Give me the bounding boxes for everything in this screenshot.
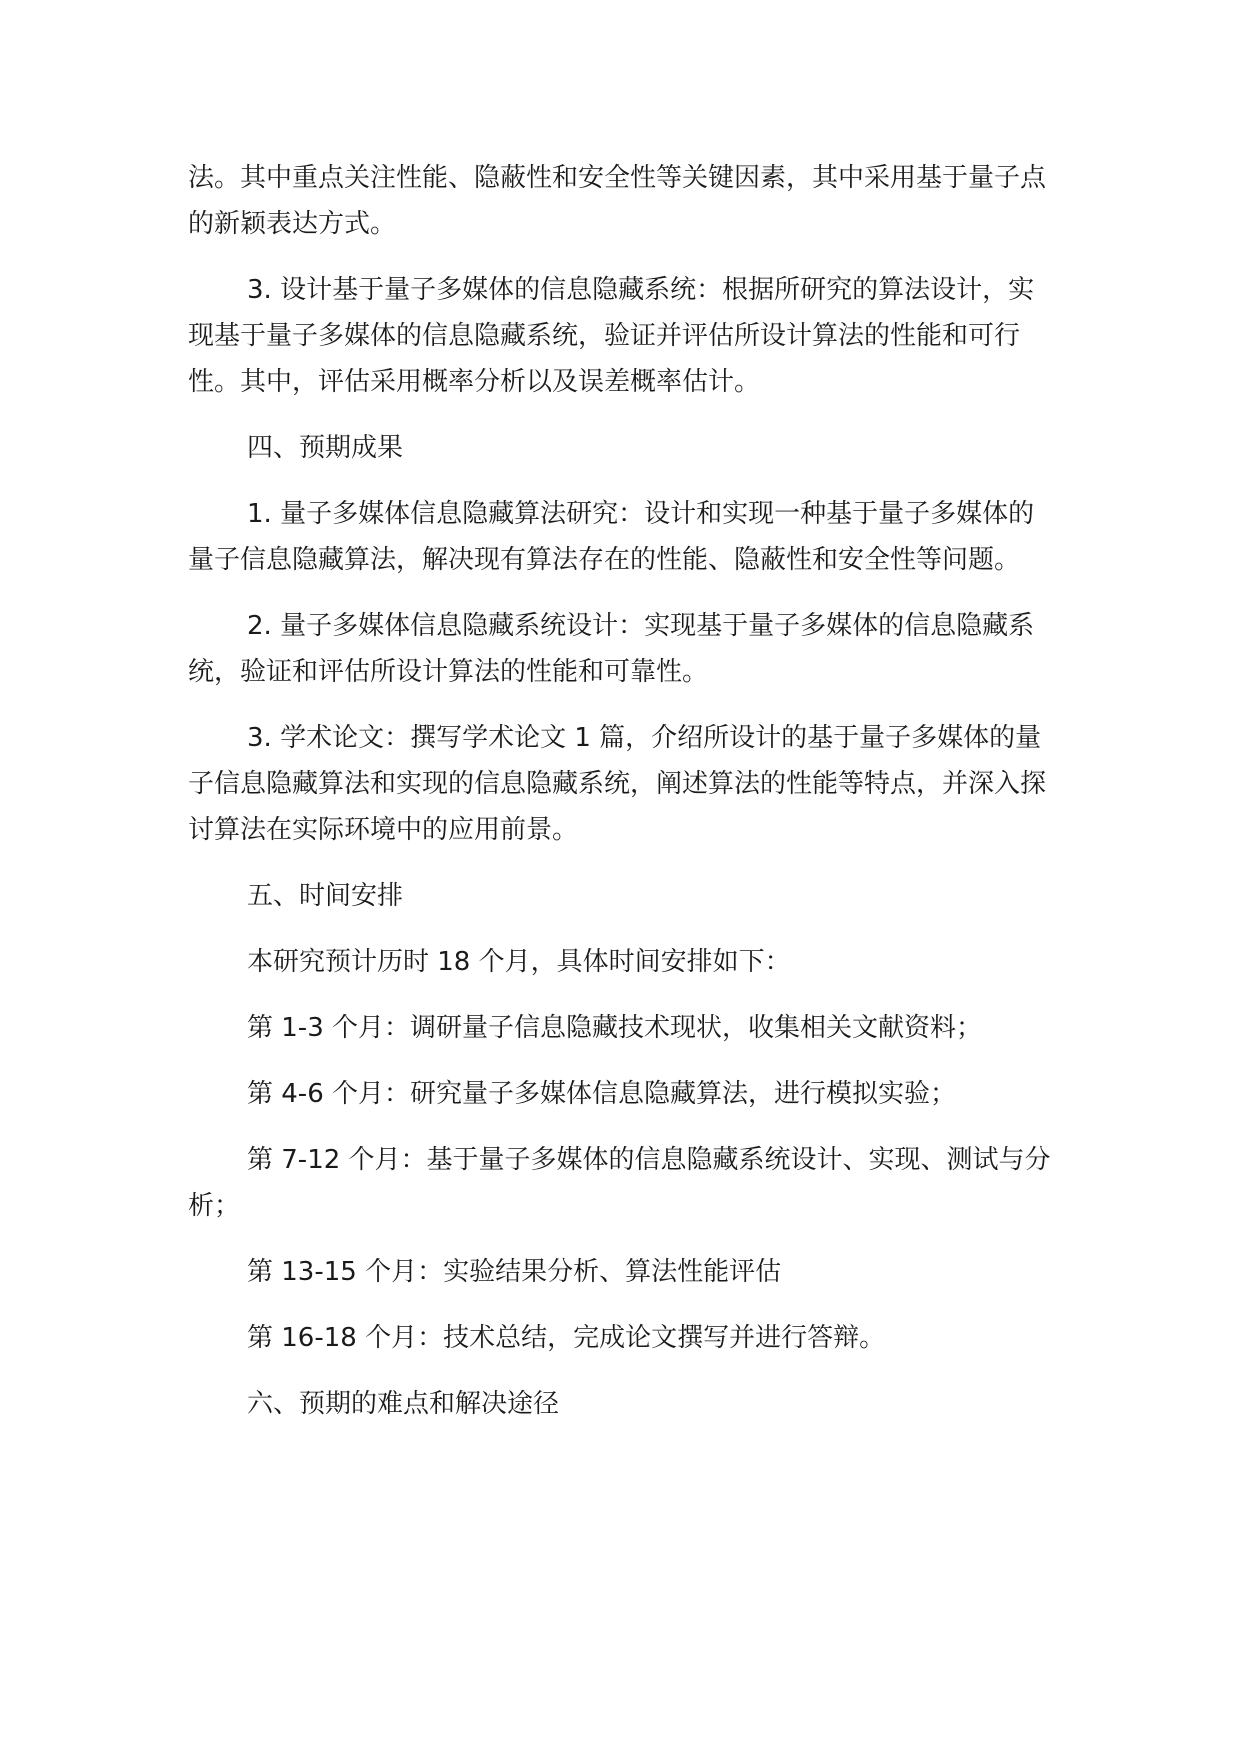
document-page (188, 155, 1058, 1447)
schedule-item-4: 第 13-15 个月：实验结果分析、算法性能评估 (247, 1257, 782, 1287)
paragraph-schedule-intro: 本研究预计历时 18 个月，具体时间安排如下： (247, 947, 791, 977)
section-heading-expected-results: 四、预期成果 (247, 433, 404, 463)
schedule-item-3: 第 7-12 个月：基于量子多媒体的信息隐藏系统设计、实现、测试与分析； (188, 1145, 1051, 1221)
paragraph-item-3-system-design: 3. 设计基于量子多媒体的信息隐藏系统：根据所研究的算法设计，实现基于量子多媒体的信息隐藏系统，验证并评估所设计算法的性能和可行性。其中，评估采用概率分析以及误差概率估计。 (188, 275, 1035, 397)
section-heading-schedule: 五、时间安排 (247, 881, 404, 911)
paragraph-result-1: 1. 量子多媒体信息隐藏算法研究：设计和实现一种基于量子多媒体的量子信息隐藏算法，解决现有算法存在的性能、隐蔽性和安全性等问题。 (188, 499, 1035, 575)
schedule-item-5: 第 16-18 个月：技术总结，完成论文撰写并进行答辩。 (247, 1323, 886, 1353)
paragraph-result-3: 3. 学术论文：撰写学术论文 1 篇，介绍所设计的基于量子多媒体的量子信息隐藏算法和实现的信息隐藏系统，阐述算法的性能等特点，并深入探讨算法在实际环境中的应用前景。 (188, 723, 1047, 845)
section-heading-difficulties: 六、预期的难点和解决途径 (247, 1389, 560, 1419)
schedule-item-1: 第 1-3 个月：调研量子信息隐藏技术现状，收集相关文献资料； (247, 1013, 982, 1043)
schedule-item-2: 第 4-6 个月：研究量子多媒体信息隐藏算法，进行模拟实验； (247, 1079, 956, 1109)
paragraph-result-2: 2. 量子多媒体信息隐藏系统设计：实现基于量子多媒体的信息隐藏系统，验证和评估所设计算法的性能和可靠性。 (188, 611, 1035, 687)
paragraph-continuation: 法。其中重点关注性能、隐蔽性和安全性等关键因素，其中采用基于量子点的新颖表达方式。 (188, 163, 1047, 239)
